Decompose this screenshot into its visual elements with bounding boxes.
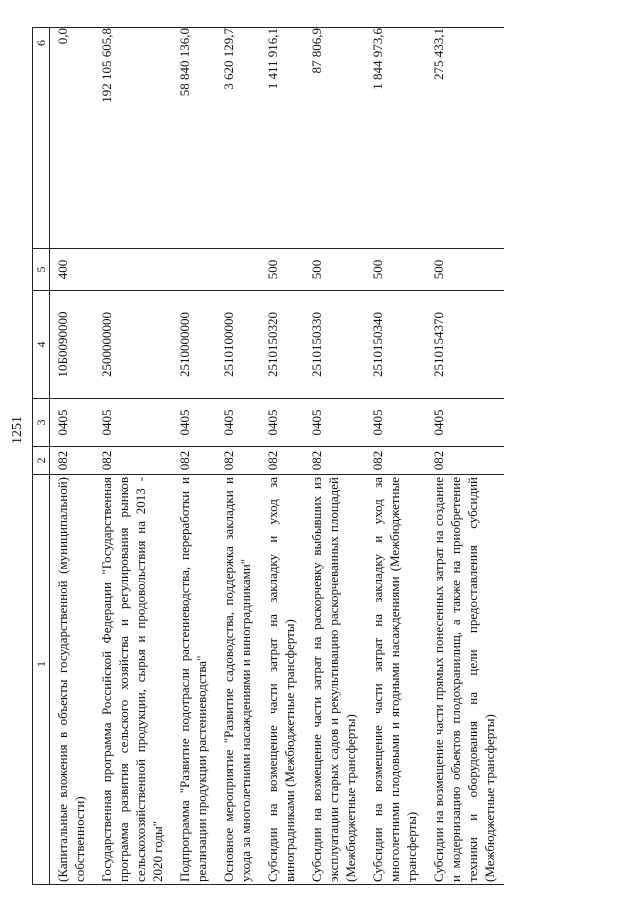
section-code: 0405 [260, 399, 304, 447]
expense-type-code [216, 249, 260, 291]
table-row [50, 28, 95, 885]
table-row [304, 28, 365, 885]
section-code: 0405 [94, 399, 172, 447]
ministry-code: 082 [426, 447, 504, 475]
ministry-code: 082 [304, 447, 365, 475]
header-row [33, 28, 50, 885]
amount: 1 411 916,1 [260, 28, 304, 249]
expense-type-code: 400 [50, 249, 95, 291]
amount: 58 840 136,0 [172, 28, 216, 249]
table-row [260, 28, 304, 885]
expense-type-code [94, 249, 172, 291]
section-code: 0405 [50, 399, 95, 447]
section-code: 0405 [216, 399, 260, 447]
amount: 87 806,9 [304, 28, 365, 249]
row-name: Субсидии на возмещение части затрат на закладку и уход за многолетними плодовыми и ягодными насаждениями (Межбюджетные трансферты) [365, 475, 426, 885]
ministry-code: 082 [260, 447, 304, 475]
amount: 1 844 973,6 [365, 28, 426, 249]
section-code: 0405 [304, 399, 365, 447]
row-name: Субсидии на возмещение части прямых понесенных затрат на создание и модернизацию объектов плодохранилищ, а также на приобретение техники и оборудования на цели предоставления субсидий (Межбюджетные трансферты) [426, 475, 504, 885]
column-header: 1 [33, 475, 50, 885]
column-header: 3 [33, 399, 50, 447]
page-number: 1251 [10, 416, 25, 444]
amount: 3 620 129,7 [216, 28, 260, 249]
section-code: 0405 [426, 399, 504, 447]
amount: 0,0 [50, 28, 95, 249]
expense-type-code: 500 [426, 249, 504, 291]
table-row [426, 28, 504, 885]
target-code: 2510150330 [304, 291, 365, 399]
row-name: Подпрограмма "Развитие подотрасли растениеводства, переработки и реализации продукции растениеводства" [172, 475, 216, 885]
row-name: Субсидии на возмещение части затрат на закладку и уход за виноградниками (Межбюджетные трансферты) [260, 475, 304, 885]
expense-type-code: 500 [304, 249, 365, 291]
row-name: Основное мероприятие "Развитие садоводства, поддержка закладки и ухода за многолетними насаждениями и виноградниками" [216, 475, 260, 885]
section-code: 0405 [172, 399, 216, 447]
amount: 192 105 605,8 [94, 28, 172, 249]
expense-type-code: 500 [260, 249, 304, 291]
target-code: 2510154370 [426, 291, 504, 399]
row-name: Субсидии на возмещение части затрат на раскорчевку выбывших из эксплуатации старых садов и рекультивацию раскорчеванных площадей (Межбюджетные трансферты) [304, 475, 365, 885]
target-code: 2510150320 [260, 291, 304, 399]
target-code: 2510150340 [365, 291, 426, 399]
column-header: 2 [33, 447, 50, 475]
row-name: Государственная программа Российской Федерации "Государственная программа развития сельского хозяйства и регулирования рынков сельскохозяйственной продукции, сырья и продовольствия на 2013 - 2020 годы" [94, 475, 172, 885]
target-code: 2510000000 [172, 291, 216, 399]
table-row [365, 28, 426, 885]
target-code: 2510100000 [216, 291, 260, 399]
expense-type-code [172, 249, 216, 291]
ministry-code: 082 [172, 447, 216, 475]
section-code: 0405 [365, 399, 426, 447]
ministry-code: 082 [94, 447, 172, 475]
expense-type-code: 500 [365, 249, 426, 291]
column-header: 6 [33, 28, 50, 249]
row-name: (Капитальные вложения в объекты государственной (муниципальной) собственности) [50, 475, 95, 885]
table-row [216, 28, 260, 885]
budget-table [32, 27, 504, 885]
ministry-code: 082 [50, 447, 95, 475]
column-header: 5 [33, 249, 50, 291]
target-code: 2500000000 [94, 291, 172, 399]
table-row [94, 28, 172, 885]
target-code: 10Б0090000 [50, 291, 95, 399]
amount: 275 433,1 [426, 28, 504, 249]
table-row [172, 28, 216, 885]
ministry-code: 082 [365, 447, 426, 475]
ministry-code: 082 [216, 447, 260, 475]
column-header: 4 [33, 291, 50, 399]
